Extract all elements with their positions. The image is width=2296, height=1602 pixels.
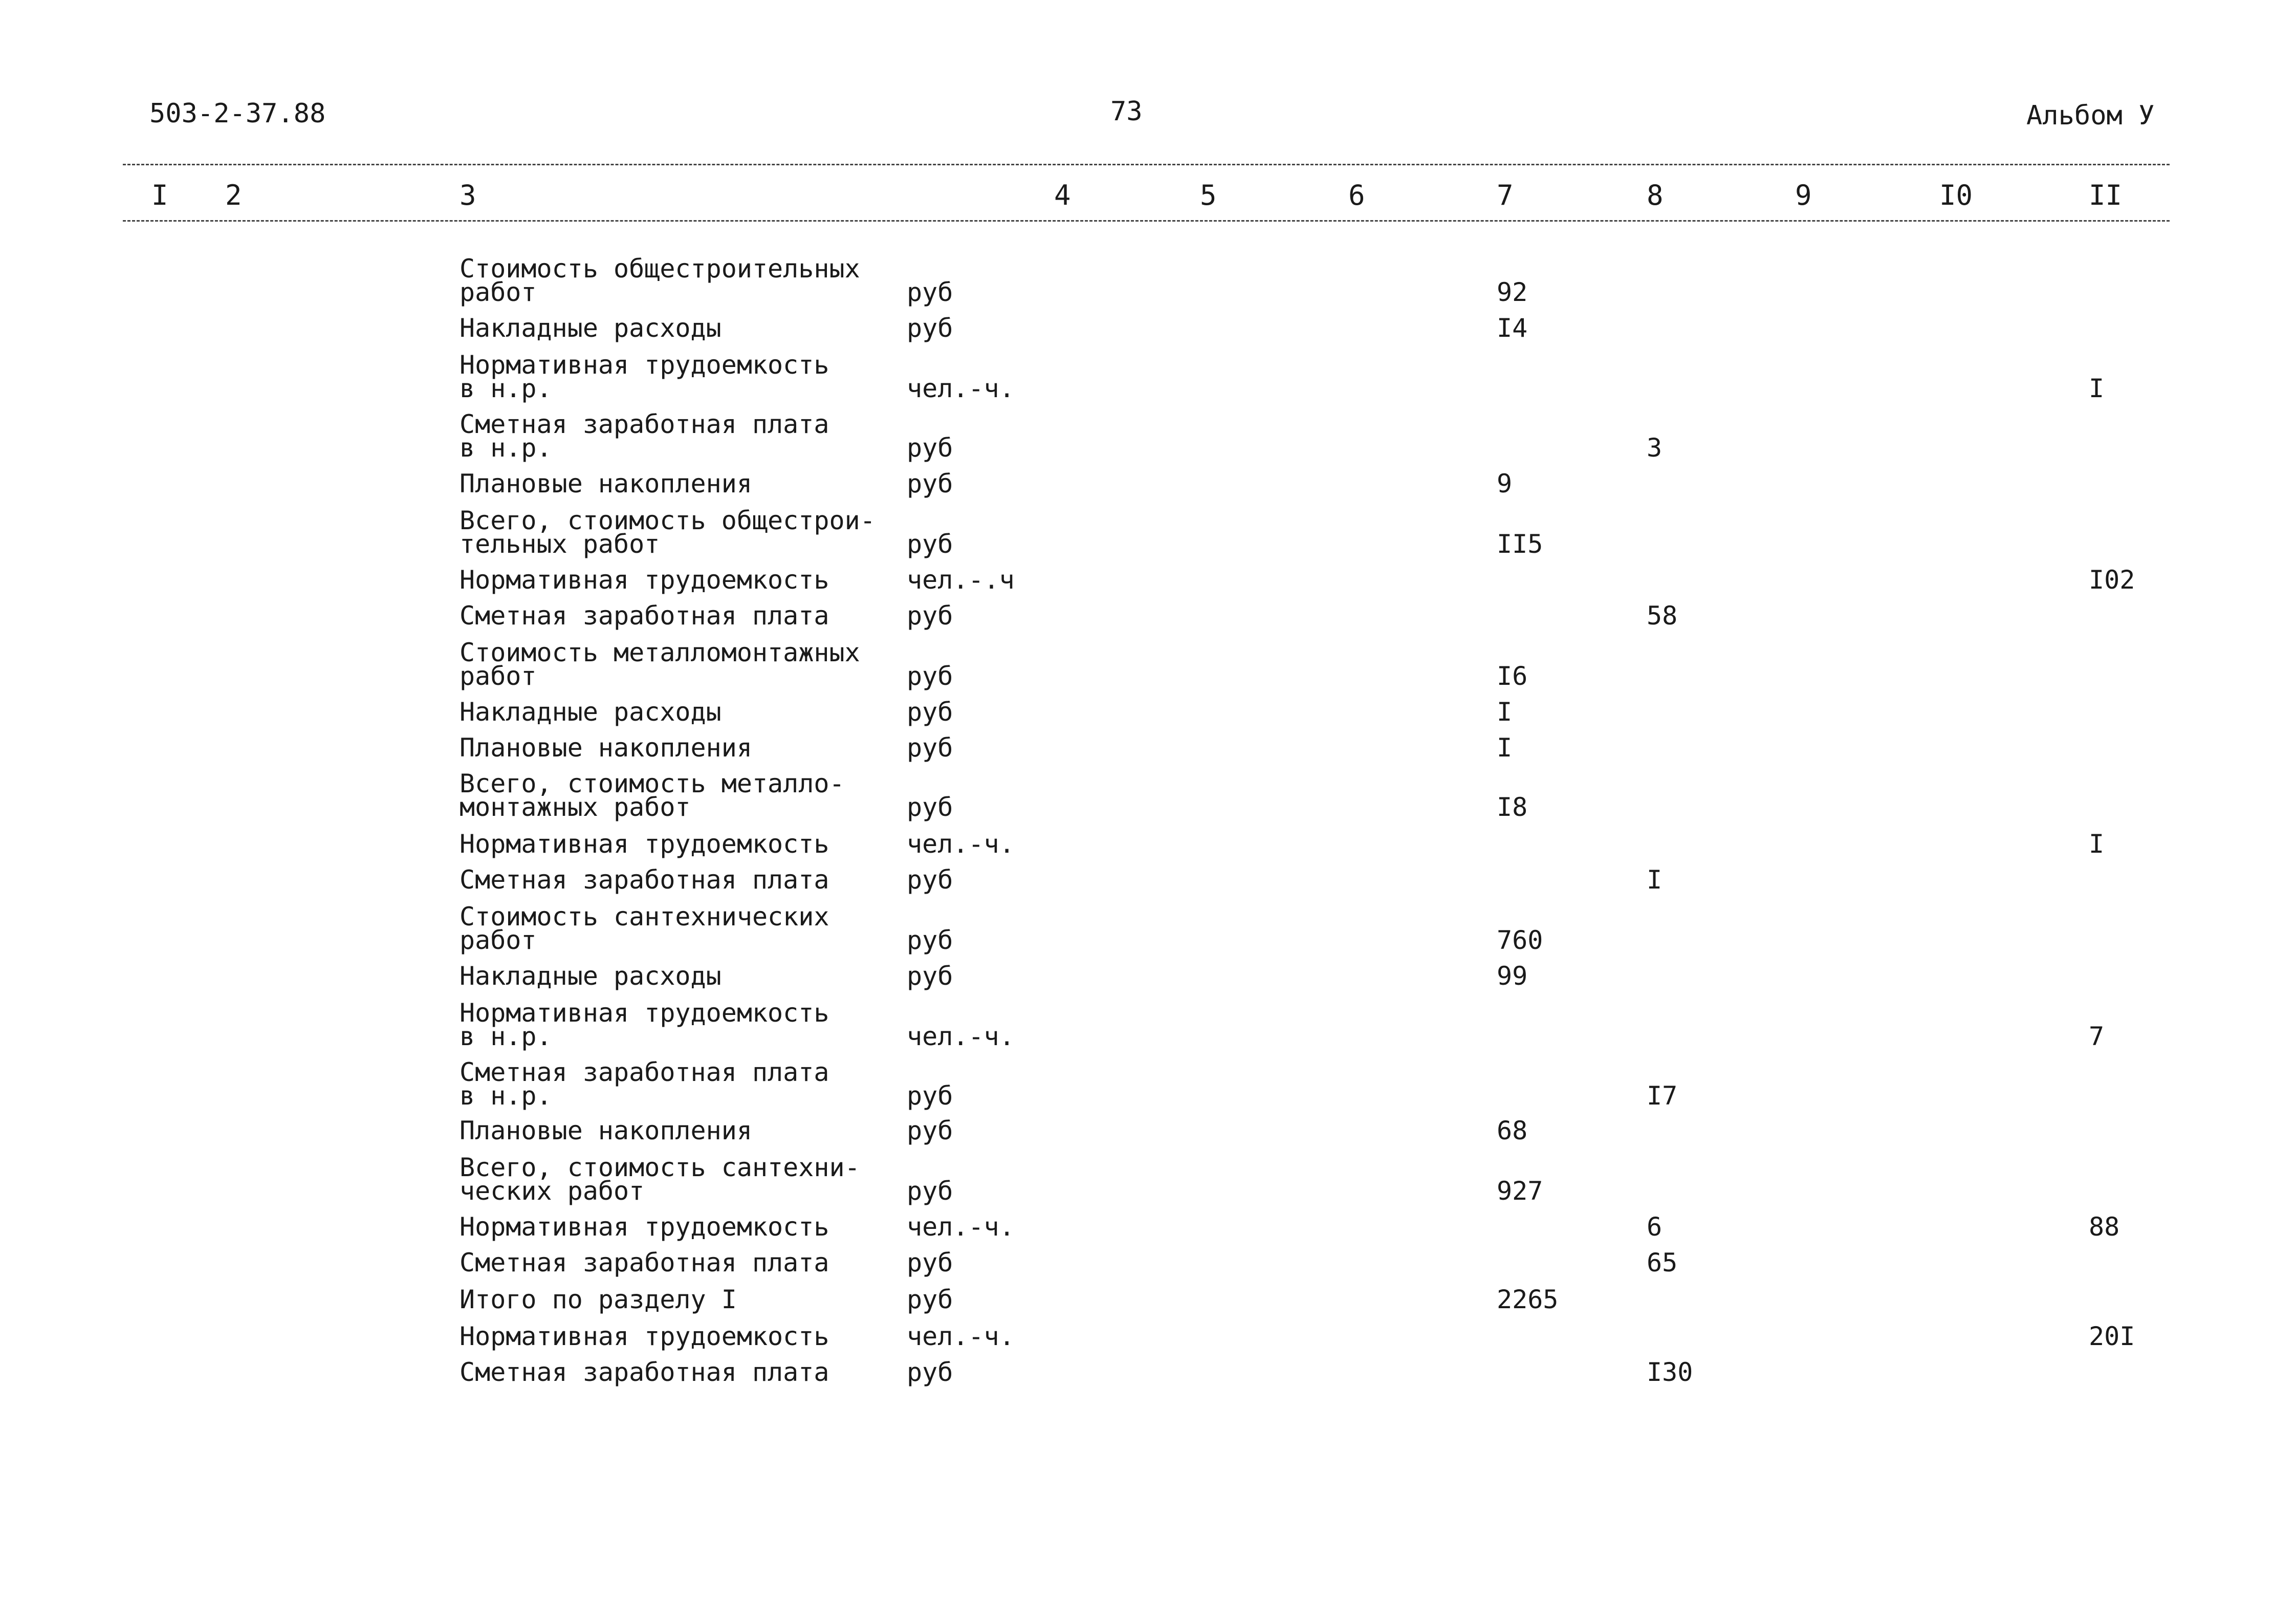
page-number: 73	[1110, 96, 1143, 127]
album-label: Альбом У	[2026, 100, 2155, 131]
row-name: Сметная заработная плата	[460, 1248, 829, 1278]
table-row	[0, 565, 2296, 599]
row-name: Плановые накопления	[460, 1116, 752, 1145]
row-value-col7: I6	[1497, 661, 1528, 691]
row-name: Стоимость сантехнических работ	[460, 902, 829, 955]
row-unit: чел.-ч.	[907, 829, 1015, 859]
table-row	[0, 638, 2296, 691]
column-number-6: 6	[1348, 179, 1365, 211]
row-unit: руб	[907, 865, 953, 895]
row-name: Накладные расходы	[460, 697, 721, 727]
row-name: Плановые накопления	[460, 733, 752, 763]
row-unit: руб	[907, 1116, 953, 1145]
row-name: Накладные расходы	[460, 313, 721, 343]
row-unit: руб	[907, 1176, 953, 1206]
row-name: Накладные расходы	[460, 961, 721, 991]
column-number-10: I0	[1939, 179, 1973, 211]
row-unit: руб	[907, 925, 953, 955]
table-row	[0, 601, 2296, 635]
row-name: Всего, стоимость металло- монтажных работ	[460, 769, 845, 822]
table-row	[0, 1116, 2296, 1150]
row-value-col11: I02	[2089, 565, 2135, 595]
row-value-col7: II5	[1497, 529, 1543, 559]
row-unit: руб	[907, 433, 953, 463]
row-name: Сметная заработная плата	[460, 601, 829, 631]
row-name: Стоимость общестроительных работ	[460, 254, 860, 307]
row-unit: чел.-ч.	[907, 1212, 1015, 1242]
column-number-4: 4	[1054, 179, 1071, 211]
row-name: Сметная заработная плата	[460, 1357, 829, 1387]
row-value-col7: 92	[1497, 277, 1528, 307]
row-value-col8: 58	[1647, 601, 1678, 631]
table-row	[0, 469, 2296, 503]
table-row	[0, 769, 2296, 822]
row-value-col7: 68	[1497, 1116, 1528, 1145]
table-row	[0, 902, 2296, 955]
document-code: 503-2-37.88	[149, 98, 326, 129]
table-row	[0, 829, 2296, 863]
row-value-col7: I	[1497, 697, 1513, 727]
table-row	[0, 409, 2296, 463]
row-name: Сметная заработная плата	[460, 865, 829, 895]
row-value-col8: 3	[1647, 433, 1663, 463]
row-name: Нормативная трудоемкость	[460, 1322, 829, 1351]
row-unit: руб	[907, 1081, 953, 1111]
column-number-9: 9	[1795, 179, 1812, 211]
row-unit: чел.-ч.	[907, 1322, 1015, 1351]
row-name: Нормативная трудоемкость в н.р.	[460, 998, 829, 1051]
row-unit: руб	[907, 277, 953, 307]
table-header-rule	[123, 220, 2170, 222]
column-number-2: 2	[225, 179, 242, 211]
row-value-col8: I7	[1647, 1081, 1678, 1111]
table-row	[0, 313, 2296, 347]
row-value-col7: 2265	[1497, 1285, 1559, 1314]
row-value-col11: 7	[2089, 1022, 2105, 1051]
column-number-5: 5	[1200, 179, 1217, 211]
row-unit: руб	[907, 1285, 953, 1314]
row-name: Нормативная трудоемкость	[460, 829, 829, 859]
table-row	[0, 254, 2296, 307]
row-unit: руб	[907, 469, 953, 499]
row-value-col7: I8	[1497, 792, 1528, 822]
row-name: Стоимость металломонтажных работ	[460, 638, 860, 691]
row-unit: руб	[907, 792, 953, 822]
column-number-3: 3	[460, 179, 476, 211]
row-value-col11: I	[2089, 374, 2105, 403]
row-name: Всего, стоимость сантехни- ческих работ	[460, 1153, 860, 1206]
table-top-rule	[123, 164, 2170, 165]
row-unit: чел.-ч.	[907, 374, 1015, 403]
row-value-col7: 760	[1497, 925, 1543, 955]
column-number-11: II	[2089, 179, 2123, 211]
row-name: Нормативная трудоемкость	[460, 1212, 829, 1242]
row-value-col8: 65	[1647, 1248, 1678, 1278]
row-unit: чел.-ч.	[907, 1022, 1015, 1051]
row-name: Нормативная трудоемкость	[460, 565, 829, 595]
row-value-col8: I30	[1647, 1357, 1693, 1387]
row-value-col8: 6	[1647, 1212, 1663, 1242]
table-row	[0, 998, 2296, 1051]
table-row	[0, 1153, 2296, 1206]
row-unit: руб	[907, 1357, 953, 1387]
row-value-col8: I	[1647, 865, 1663, 895]
row-unit: руб	[907, 661, 953, 691]
row-name: Итого по разделу I	[460, 1285, 737, 1314]
row-unit: чел.-.ч	[907, 565, 1015, 595]
table-row	[0, 697, 2296, 731]
row-unit: руб	[907, 961, 953, 991]
row-unit: руб	[907, 733, 953, 763]
row-name: Всего, стоимость общестрои- тельных работ	[460, 506, 876, 559]
table-row	[0, 1322, 2296, 1355]
row-name: Нормативная трудоемкость в н.р.	[460, 350, 829, 403]
column-number-7: 7	[1497, 179, 1514, 211]
column-number-1: I	[151, 179, 168, 211]
row-unit: руб	[907, 529, 953, 559]
table-row	[0, 1285, 2296, 1318]
row-name: Плановые накопления	[460, 469, 752, 499]
row-name: Сметная заработная плата в н.р.	[460, 409, 829, 463]
row-unit: руб	[907, 1248, 953, 1278]
row-name: Сметная заработная плата в н.р.	[460, 1057, 829, 1111]
table-row	[0, 961, 2296, 995]
row-value-col7: I4	[1497, 313, 1528, 343]
table-row	[0, 1212, 2296, 1246]
row-value-col7: 9	[1497, 469, 1513, 499]
table-row	[0, 865, 2296, 899]
row-unit: руб	[907, 601, 953, 631]
row-unit: руб	[907, 313, 953, 343]
table-row	[0, 1248, 2296, 1282]
row-value-col7: 927	[1497, 1176, 1543, 1206]
table-row	[0, 1057, 2296, 1111]
row-unit: руб	[907, 697, 953, 727]
row-value-col11: I	[2089, 829, 2105, 859]
row-value-col11: 88	[2089, 1212, 2120, 1242]
table-row	[0, 733, 2296, 767]
row-value-col11: 20I	[2089, 1322, 2135, 1351]
table-row	[0, 1357, 2296, 1391]
row-value-col7: 99	[1497, 961, 1528, 991]
column-number-8: 8	[1647, 179, 1664, 211]
table-row	[0, 350, 2296, 403]
row-value-col7: I	[1497, 733, 1513, 763]
table-row	[0, 506, 2296, 559]
